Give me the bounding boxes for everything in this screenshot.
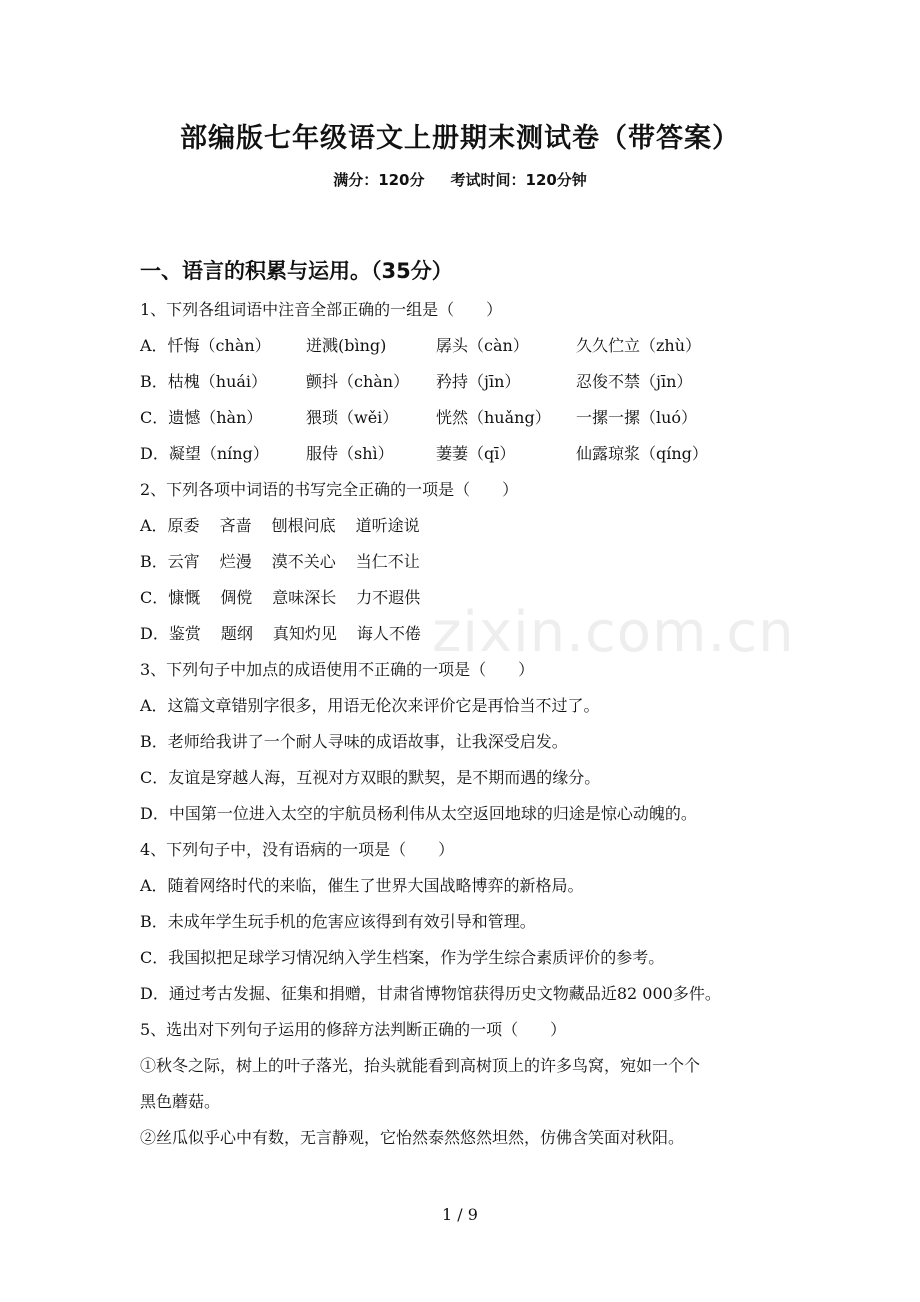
option-item: 力不遐供	[356, 588, 421, 607]
question-1-option-b	[140, 364, 790, 400]
option-item: 一摞一摞（luó）	[576, 408, 698, 427]
page-title: 部编版七年级语文上册期末测试卷（带答案）	[180, 123, 740, 154]
option-item: 猥琐（wěi）	[306, 408, 399, 427]
option-item: D．凝望（níng）	[140, 444, 269, 463]
exam-info	[0, 169, 920, 190]
option-item: 诲人不倦	[356, 624, 421, 643]
option-item: 题纲	[220, 624, 253, 643]
question-3-option-c: C．友谊是穿越人海，互视对方双眼的默契，是不期而遇的缘分。	[140, 768, 601, 787]
question-list	[140, 292, 790, 1156]
option-item: 真知灼见	[272, 624, 337, 643]
option-item: A．忏悔（chàn）	[140, 336, 271, 355]
question-3-stem: 3、下列句子中加点的成语使用不正确的一项是（ ）	[140, 660, 535, 679]
option-item: D．鉴赏	[140, 624, 201, 643]
option-item: 倜傥	[220, 588, 253, 607]
question-4-option-b: B．未成年学生玩手机的危害应该得到有效引导和管理。	[140, 912, 536, 931]
option-item: 恍然（huǎng）	[436, 408, 551, 427]
option-item: B．云宵	[140, 552, 200, 571]
exam-time: 考试时间：120分钟	[450, 171, 587, 189]
page-number: 1 / 9	[442, 1205, 478, 1224]
question-3-option-b: B．老师给我讲了一个耐人寻味的成语故事，让我深受启发。	[140, 732, 568, 751]
option-item: 仙露琼浆（qíng）	[576, 444, 708, 463]
option-item: 道听途说	[355, 516, 420, 535]
watermark: zixin.com.cn	[432, 600, 795, 665]
option-item: 吝啬	[219, 516, 252, 535]
option-item: 漠不关心	[271, 552, 336, 571]
option-item: 当仁不让	[355, 552, 420, 571]
option-item: A．原委	[140, 516, 200, 535]
question-1-option-c	[140, 400, 790, 436]
option-item: 颤抖（chàn）	[306, 372, 410, 391]
option-item: 久久伫立（zhù）	[576, 336, 702, 355]
option-item: 忍俊不禁（jīn）	[576, 372, 693, 391]
question-5-sentence-2: ②丝瓜似乎心中有数，无言静观，它怡然泰然悠然坦然，仿佛含笑面对秋阳。	[140, 1128, 685, 1147]
option-item: B．枯槐（huái）	[140, 372, 268, 391]
option-item: 刨根问底	[271, 516, 336, 535]
question-3-option-d: D．中国第一位进入太空的宇航员杨利伟从太空返回地球的归途是惊心动魄的。	[140, 804, 697, 823]
section-heading: 一、语言的积累与运用。（35分）	[140, 259, 453, 283]
option-item: 矜持（jīn）	[436, 372, 521, 391]
question-4-option-a: A．随着网络时代的来临，催生了世界大国战略博弈的新格局。	[140, 876, 584, 895]
question-3-option-a: A．这篇文章错别字很多，用语无伦次来评价它是再恰当不过了。	[140, 696, 600, 715]
question-2-option-b	[140, 544, 790, 580]
question-4-option-c: C．我国拟把足球学习情况纳入学生档案，作为学生综合素质评价的参考。	[140, 948, 665, 967]
option-item: 迸溅(bìng)	[306, 336, 387, 355]
question-5-sentence-1: ①秋冬之际，树上的叶子落光，抬头就能看到高树顶上的许多鸟窝，宛如一个个	[140, 1056, 701, 1075]
option-item: 服侍（shì）	[306, 444, 394, 463]
option-item: C．遗憾（hàn）	[140, 408, 263, 427]
question-1-stem: 1、下列各组词语中注音全部正确的一组是（ ）	[140, 300, 503, 319]
question-1-option-d	[140, 436, 790, 472]
option-item: 萋萋（qī）	[436, 444, 516, 463]
question-4-stem: 4、下列句子中，没有语病的一项是（ ）	[140, 840, 455, 859]
option-item: 孱头（càn）	[436, 336, 529, 355]
question-2-option-d	[140, 616, 790, 652]
option-item: 意味深长	[272, 588, 337, 607]
option-item: 烂漫	[219, 552, 252, 571]
question-2-stem: 2、下列各项中词语的书写完全正确的一项是（ ）	[140, 480, 519, 499]
question-4-option-d: D．通过考古发掘、征集和捐赠，甘肃省博物馆获得历史文物藏品近82 000多件。	[140, 984, 721, 1003]
option-item: C．慷慨	[140, 588, 201, 607]
question-5-sentence-1-cont: 黑色蘑菇。	[140, 1092, 221, 1111]
question-2-option-c	[140, 580, 790, 616]
question-2-option-a	[140, 508, 790, 544]
question-1-option-a	[140, 328, 790, 364]
question-5-stem: 5、选出对下列句子运用的修辞方法判断正确的一项（ ）	[140, 1020, 567, 1039]
full-score: 满分：120分	[333, 171, 425, 189]
